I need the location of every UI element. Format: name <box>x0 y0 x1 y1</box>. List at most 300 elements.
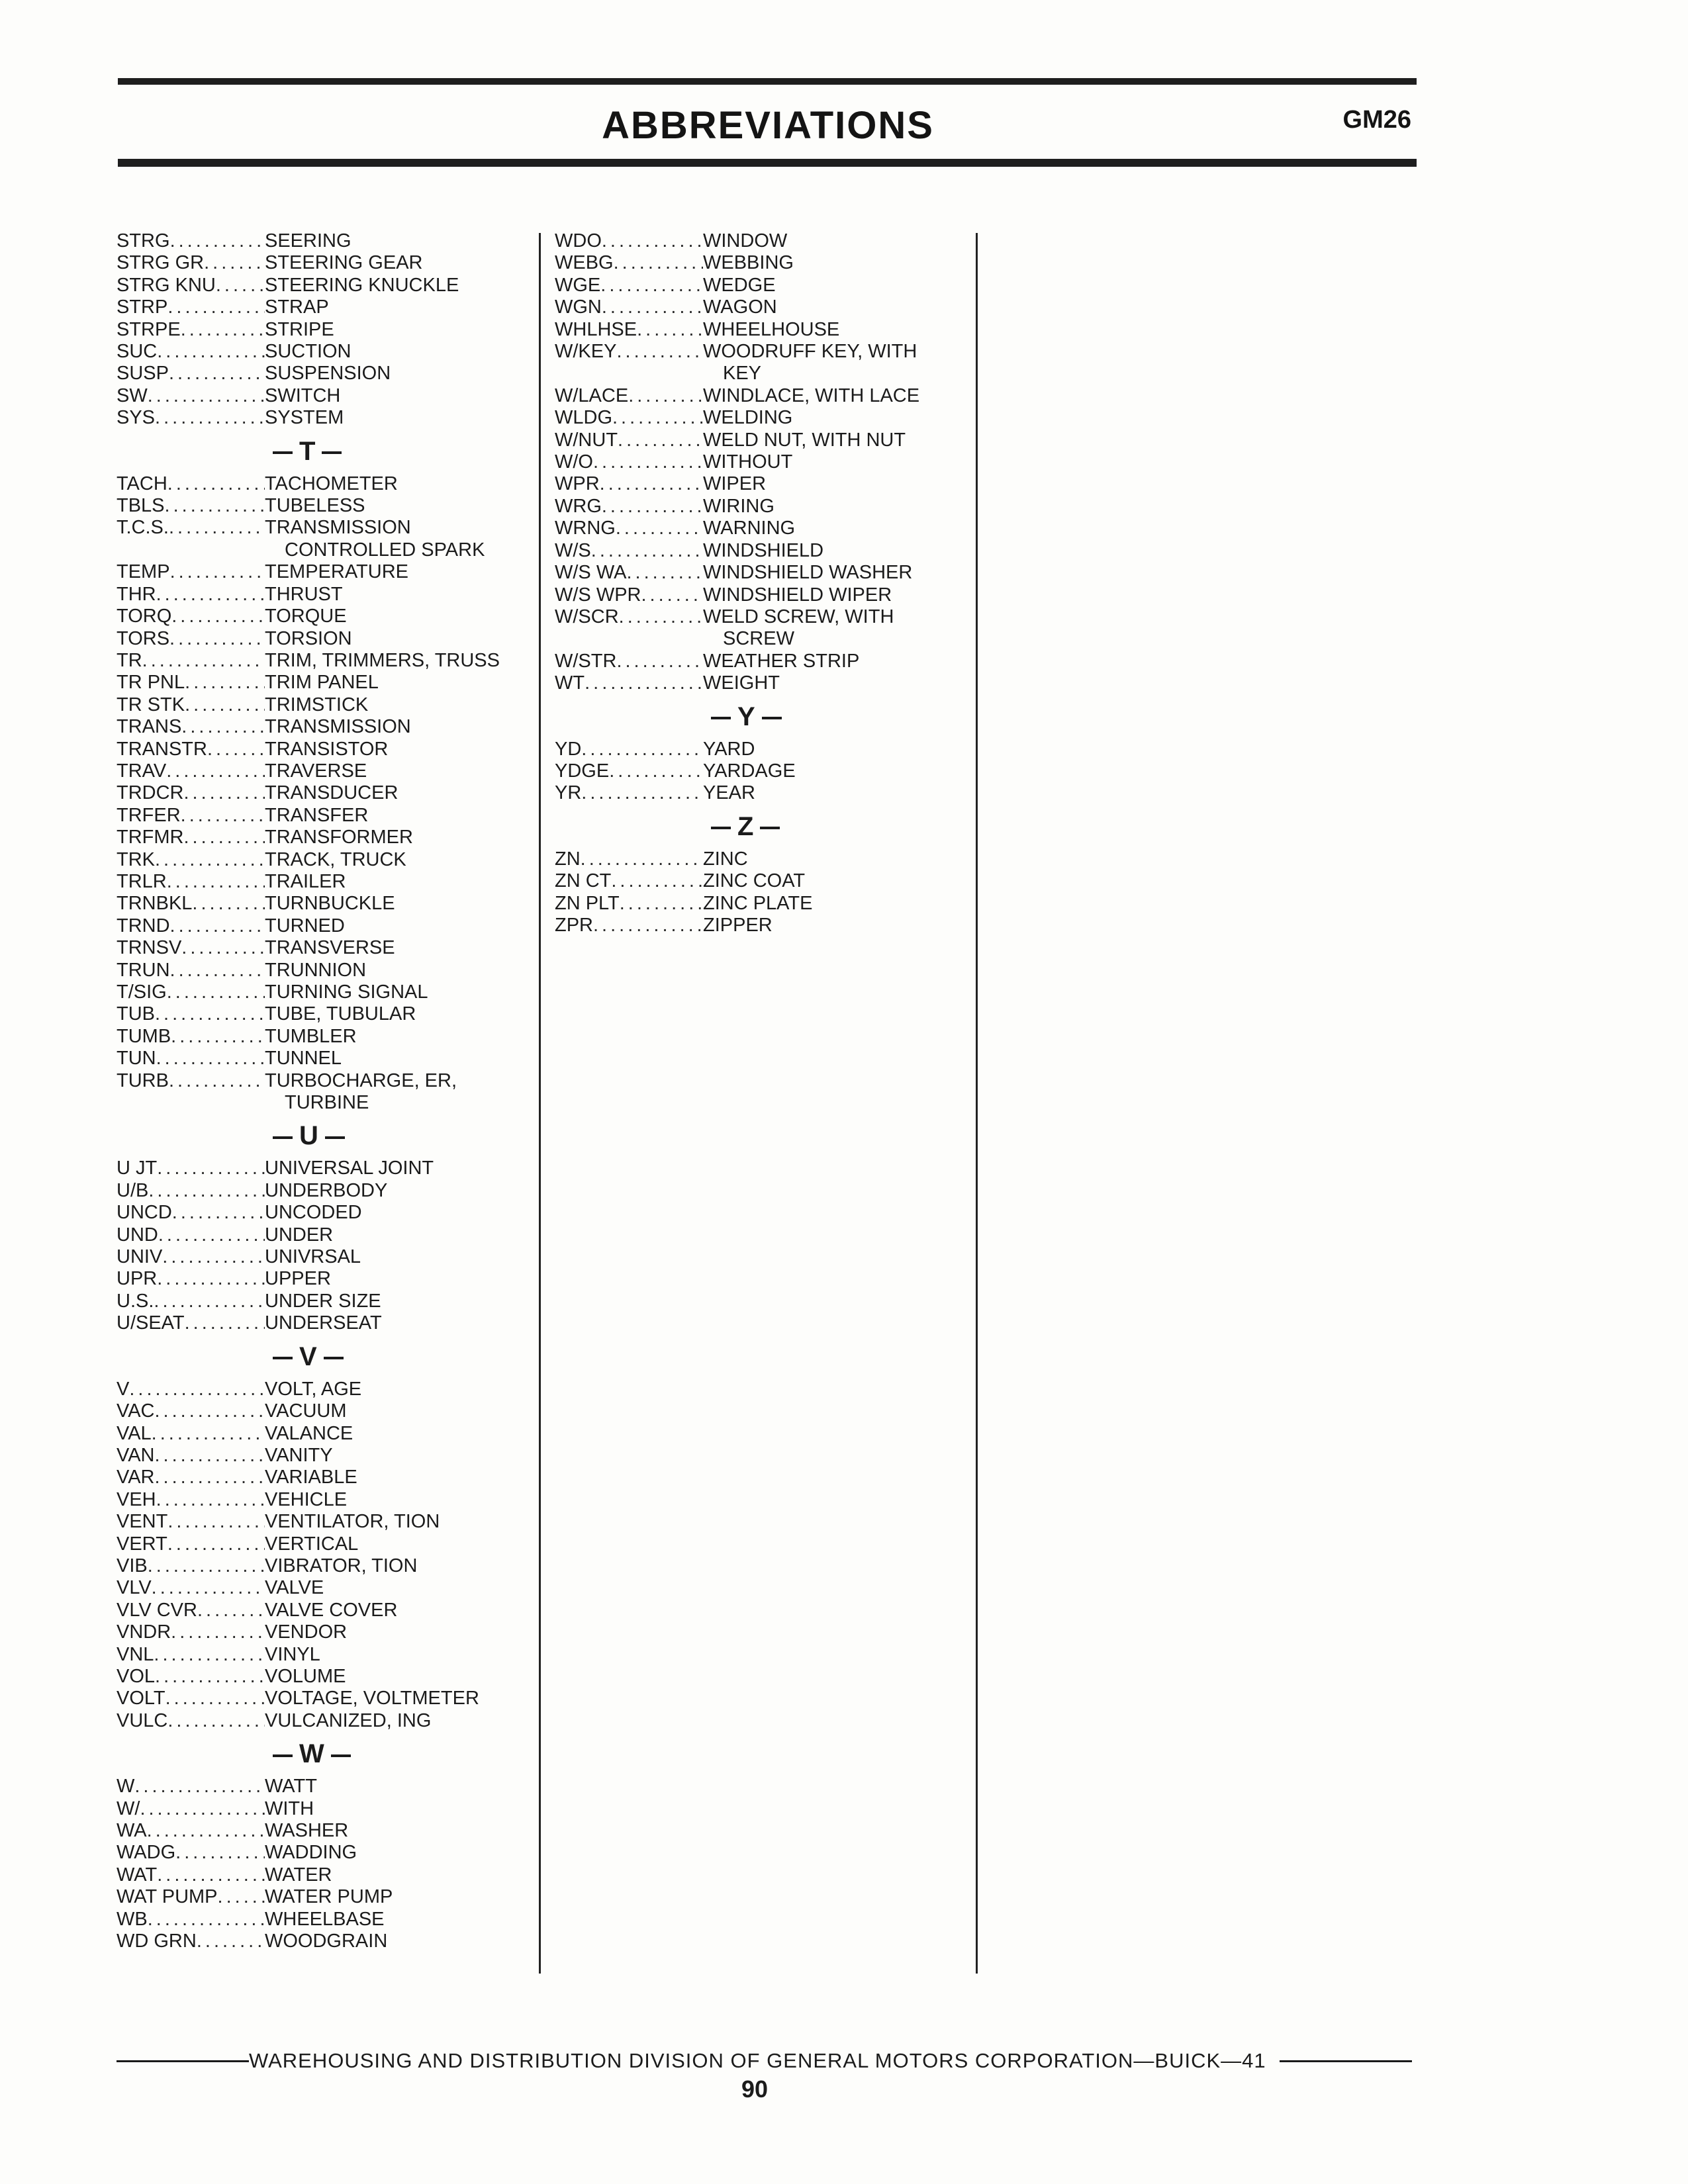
abbreviation-cell <box>117 1842 265 1864</box>
abbreviation-cell <box>555 848 703 870</box>
definition: WHEELHOUSE <box>703 318 840 340</box>
abbreviation-cell <box>117 319 265 341</box>
heading-dash <box>273 1754 293 1757</box>
definition: THRUST <box>265 583 343 605</box>
leader-dots <box>170 561 265 583</box>
abbreviation-cell <box>117 672 265 694</box>
leader-dots <box>167 1511 265 1533</box>
definition: WOODGRAIN <box>265 1931 388 1952</box>
definition: WEIGHT <box>703 672 780 694</box>
abbreviation-cell <box>117 1555 265 1577</box>
definition: TORSION <box>265 627 352 649</box>
definition: WATT <box>265 1776 317 1797</box>
abbreviation-entry <box>117 1202 540 1224</box>
abbreviation: TURB <box>117 1069 169 1091</box>
abbreviation-entry <box>117 1158 540 1179</box>
abbreviation: VAR <box>117 1467 155 1488</box>
abbreviations-column-left <box>117 230 540 1952</box>
definition: TRANSVERSE <box>265 937 395 959</box>
abbreviation-entry <box>117 1423 540 1445</box>
definition: TURNBUCKLE <box>265 893 395 915</box>
abbreviation-cell <box>117 915 265 937</box>
abbreviation: VLV <box>117 1577 152 1599</box>
abbreviation-cell <box>117 1379 265 1400</box>
definition: WIRING <box>703 495 774 517</box>
abbreviation: WD GRN <box>117 1931 197 1952</box>
footer-text: WAREHOUSING AND DISTRIBUTION DIVISION OF GENERAL MOTORS CORPORATION—BUICK—41 <box>249 2049 1266 2072</box>
abbreviation: WAT PUMP <box>117 1886 218 1908</box>
abbreviation-cell <box>117 1224 265 1246</box>
abbreviation-entry <box>117 849 540 871</box>
definition-continuation: TURBINE <box>285 1092 369 1114</box>
abbreviation-cell <box>117 296 265 318</box>
abbreviation-entry <box>117 275 540 296</box>
abbreviation: STRG GR <box>117 252 205 274</box>
abbreviation-entry <box>117 1467 540 1488</box>
letter-heading <box>555 805 965 848</box>
abbreviation-entry <box>117 1070 540 1092</box>
leader-dots <box>167 1710 265 1732</box>
definition: STRIPE <box>265 318 334 340</box>
abbreviation: TRLR <box>117 870 167 892</box>
leader-dots <box>169 517 265 539</box>
abbreviation-entry <box>117 1621 540 1643</box>
abbreviation-entry <box>117 1180 540 1202</box>
abbreviation: W/LACE <box>555 385 629 406</box>
abbreviation-entry <box>555 518 965 539</box>
abbreviation-cell <box>555 230 703 252</box>
definition: UNDER SIZE <box>265 1290 381 1312</box>
heading-dash <box>762 717 782 719</box>
abbreviation: TRANS <box>117 716 182 738</box>
definition-continuation: KEY <box>723 363 762 385</box>
footer-rule-left <box>117 2060 249 2062</box>
definition: TRANSDUCER <box>265 782 399 804</box>
abbreviation-cell <box>555 584 703 606</box>
abbreviation-entry <box>117 1798 540 1820</box>
leader-dots <box>616 651 703 672</box>
abbreviation-cell <box>117 1864 265 1886</box>
abbreviation-entry <box>555 782 965 804</box>
definition: VACUUM <box>265 1400 347 1422</box>
abbreviation-entry <box>555 473 965 495</box>
abbreviation: TRNBKL <box>117 893 193 915</box>
abbreviation: TRK <box>117 848 155 870</box>
abbreviation: STRG <box>117 230 170 251</box>
abbreviation: TRFER <box>117 804 181 826</box>
definition: TRANSMISSION <box>265 517 411 539</box>
abbreviation: TR STK <box>117 694 185 715</box>
abbreviation-cell <box>117 1909 265 1931</box>
abbreviation: VOLT <box>117 1688 165 1709</box>
definition: TRANSFER <box>265 804 369 826</box>
abbreviation-entry <box>117 1688 540 1709</box>
abbreviation: ZN PLT <box>555 892 620 914</box>
leader-dots <box>641 584 704 606</box>
leader-dots <box>183 827 265 848</box>
abbreviation-entry <box>117 871 540 893</box>
abbreviation-cell <box>117 1511 265 1533</box>
heading-dash <box>324 1357 344 1359</box>
abbreviation-cell <box>117 1003 265 1025</box>
leader-dots <box>155 407 265 429</box>
leader-dots <box>216 275 265 296</box>
abbreviation: TUMB <box>117 1025 171 1047</box>
abbreviation-entry <box>117 782 540 804</box>
abbreviation: VNDR <box>117 1621 171 1643</box>
leader-dots <box>207 739 265 760</box>
abbreviation-entry <box>117 1666 540 1688</box>
abbreviation-entry <box>117 1710 540 1732</box>
abbreviation: SYS <box>117 407 156 429</box>
heading-letter: T <box>299 436 316 466</box>
abbreviation: STRG KNU <box>117 274 216 296</box>
letter-heading <box>117 1335 540 1379</box>
abbreviation: TACH <box>117 473 167 494</box>
abbreviation-cell <box>117 1312 265 1334</box>
definition: WHEELBASE <box>265 1908 385 1930</box>
definition: SWITCH <box>265 385 341 406</box>
abbreviation-entry <box>117 561 540 583</box>
definition: TUMBLER <box>265 1025 357 1047</box>
abbreviation-entry <box>117 628 540 650</box>
abbreviation-cell <box>555 915 703 936</box>
abbreviation: YD <box>555 738 582 760</box>
abbreviation: VAL <box>117 1422 152 1444</box>
abbreviation-entry <box>117 1026 540 1048</box>
leader-dots <box>169 1070 265 1092</box>
leader-dots <box>155 1666 265 1688</box>
abbreviation: VEH <box>117 1488 156 1510</box>
definition: STEERING KNUCKLE <box>265 274 459 296</box>
abbreviation: W/KEY <box>555 341 617 363</box>
leader-dots <box>170 960 265 981</box>
abbreviation-group <box>117 1379 540 1733</box>
abbreviation: STRPE <box>117 318 181 340</box>
letter-heading <box>117 430 540 473</box>
abbreviation-entry <box>117 1577 540 1599</box>
abbreviation-cell <box>555 562 703 584</box>
abbreviation: VNL <box>117 1643 154 1665</box>
abbreviation-cell <box>117 1820 265 1842</box>
leader-dots <box>609 760 703 782</box>
leader-dots <box>156 584 265 606</box>
abbreviation-cell <box>117 628 265 650</box>
abbreviation-entry <box>117 1600 540 1621</box>
definition: TACHOMETER <box>265 473 398 494</box>
abbreviation-cell <box>555 473 703 495</box>
abbreviation: TRAV <box>117 760 167 782</box>
abbreviation-cell <box>555 893 703 915</box>
abbreviations-column-right <box>555 230 965 936</box>
abbreviation-cell <box>117 1533 265 1555</box>
abbreviation: YDGE <box>555 760 610 782</box>
abbreviation-group <box>555 848 965 937</box>
definition: VALANCE <box>265 1422 353 1444</box>
abbreviation-cell <box>555 385 703 407</box>
abbreviation: VOL <box>117 1665 156 1687</box>
heading-dash <box>273 1136 293 1139</box>
definition: VIBRATOR, TION <box>265 1555 418 1576</box>
definition: TEMPERATURE <box>265 561 408 583</box>
leader-dots <box>181 319 265 341</box>
definition: STRAP <box>265 296 329 318</box>
definition: TUBE, TUBULAR <box>265 1003 416 1025</box>
abbreviation-cell <box>117 1180 265 1202</box>
abbreviation-entry <box>117 739 540 760</box>
definition: TURNING SIGNAL <box>265 981 428 1003</box>
abbreviation-entry <box>117 296 540 318</box>
abbreviation-cell <box>117 1688 265 1709</box>
abbreviation-entry <box>117 1048 540 1069</box>
abbreviation-cell <box>117 1070 265 1092</box>
abbreviation: VAC <box>117 1400 155 1422</box>
leader-dots <box>185 1312 265 1334</box>
abbreviation-entry <box>117 827 540 848</box>
leader-dots <box>166 760 265 782</box>
leader-dots <box>169 363 265 385</box>
abbreviation: W/STR <box>555 650 617 672</box>
definition: UPPER <box>265 1268 331 1290</box>
abbreviation-entry <box>555 275 965 296</box>
leader-dots <box>581 739 703 760</box>
abbreviation-entry <box>555 606 965 628</box>
leader-dots <box>154 1467 265 1488</box>
definition: ZINC COAT <box>703 870 806 892</box>
abbreviation: W/ <box>117 1797 140 1819</box>
definition: VOLUME <box>265 1665 346 1687</box>
definition: YARDAGE <box>703 760 796 782</box>
abbreviation: WAT <box>117 1864 158 1886</box>
leader-dots <box>171 1621 265 1643</box>
abbreviation-entry <box>117 1909 540 1931</box>
abbreviation-cell <box>117 716 265 738</box>
leader-dots <box>581 848 703 870</box>
abbreviation-cell <box>555 651 703 672</box>
document-code: GM26 <box>1342 106 1411 134</box>
abbreviation-cell <box>117 1445 265 1467</box>
leader-dots <box>593 451 703 473</box>
abbreviation-cell <box>555 319 703 341</box>
leader-dots <box>134 1776 265 1797</box>
definition: WAGON <box>703 296 777 318</box>
abbreviation: VIB <box>117 1555 148 1576</box>
definition-continuation: CONTROLLED SPARK <box>285 539 485 561</box>
abbreviation: WEBG <box>555 252 614 274</box>
abbreviation-cell <box>117 1798 265 1820</box>
abbreviation: TEMP <box>117 561 170 583</box>
leader-dots <box>140 1798 265 1820</box>
definition: VOLTAGE, VOLTMETER <box>265 1688 479 1709</box>
abbreviation-entry <box>555 584 965 606</box>
definition: ZIPPER <box>703 914 773 936</box>
heading-letter: U <box>299 1121 318 1151</box>
abbreviation: T/SIG <box>117 981 167 1003</box>
definition: WINDSHIELD WASHER <box>703 562 913 584</box>
abbreviation: TRFMR <box>117 827 184 848</box>
leader-dots <box>591 540 703 562</box>
heading-dash <box>322 451 342 454</box>
abbreviation-cell <box>117 650 265 672</box>
abbreviation-entry <box>117 495 540 517</box>
abbreviation-entry <box>555 451 965 473</box>
abbreviation-entry <box>117 937 540 959</box>
abbreviation-cell <box>117 937 265 959</box>
abbreviation: SUC <box>117 341 158 363</box>
abbreviation: U.S. <box>117 1290 154 1312</box>
definition: WATER PUMP <box>265 1886 393 1908</box>
abbreviation: VLV CVR <box>117 1599 197 1621</box>
definition: WASHER <box>265 1820 349 1841</box>
leader-dots <box>167 473 265 495</box>
abbreviation: SW <box>117 385 148 406</box>
leader-dots <box>167 981 265 1003</box>
abbreviation: UNIV <box>117 1246 163 1268</box>
abbreviation-cell <box>117 385 265 407</box>
abbreviation-cell <box>117 1400 265 1422</box>
abbreviation-entry <box>555 407 965 429</box>
definition: WITHOUT <box>703 451 793 473</box>
abbreviation: T.C.S. <box>117 517 169 539</box>
leader-dots <box>167 296 265 318</box>
leader-dots <box>154 1291 265 1312</box>
abbreviation-cell <box>555 407 703 429</box>
leader-dots <box>611 870 703 892</box>
abbreviation: W/S <box>555 539 591 561</box>
leader-dots <box>169 628 265 650</box>
abbreviation-cell <box>555 672 703 694</box>
leader-dots <box>581 782 703 804</box>
abbreviation-cell <box>117 1644 265 1666</box>
leader-dots <box>155 849 265 871</box>
abbreviation-cell <box>117 1246 265 1268</box>
leader-dots <box>148 1555 265 1577</box>
definition: WARNING <box>703 518 796 539</box>
leader-dots <box>197 1600 265 1621</box>
leader-dots <box>185 694 265 716</box>
leader-dots <box>165 495 265 517</box>
abbreviation-entry <box>555 651 965 672</box>
abbreviation: WPR <box>555 473 600 495</box>
abbreviation-cell <box>117 1600 265 1621</box>
leader-dots <box>154 1644 265 1666</box>
abbreviation-entry <box>117 407 540 429</box>
leader-dots <box>171 1026 265 1048</box>
abbreviation-entry <box>117 960 540 981</box>
footer-rule-right <box>1280 2060 1412 2062</box>
definition: WIPER <box>703 473 767 495</box>
heading-letter: Y <box>737 702 755 731</box>
abbreviation-cell <box>117 584 265 606</box>
abbreviation-entry <box>117 1776 540 1797</box>
abbreviation: WGN <box>555 296 602 318</box>
definition: UNCODED <box>265 1202 362 1224</box>
abbreviation: W <box>117 1776 135 1797</box>
abbreviation-cell <box>555 296 703 318</box>
definition: VARIABLE <box>265 1467 357 1488</box>
abbreviation-entry <box>555 252 965 274</box>
abbreviation-cell <box>117 1710 265 1732</box>
abbreviation: SUSP <box>117 363 169 385</box>
abbreviation: W/S WPR <box>555 584 641 606</box>
abbreviation: TRND <box>117 915 170 936</box>
abbreviation-cell <box>117 981 265 1003</box>
abbreviation-cell <box>117 1202 265 1224</box>
abbreviation: THR <box>117 583 156 605</box>
abbreviation-cell <box>117 517 265 539</box>
abbreviation-cell <box>117 1467 265 1488</box>
leader-dots <box>618 430 703 451</box>
definition: VERTICAL <box>265 1533 359 1555</box>
leader-dots <box>148 1180 265 1202</box>
abbreviation-cell <box>117 1621 265 1643</box>
leader-dots <box>172 1202 265 1224</box>
leader-dots <box>218 1886 265 1908</box>
abbreviation-cell <box>117 495 265 517</box>
leader-dots <box>602 296 703 318</box>
abbreviation: YR <box>555 782 582 804</box>
definition: VULCANIZED, ING <box>265 1709 432 1731</box>
definition: UNDERBODY <box>265 1179 388 1201</box>
definition: VANITY <box>265 1444 333 1466</box>
abbreviation-entry <box>117 1224 540 1246</box>
abbreviation: VULC <box>117 1709 168 1731</box>
abbreviation-cell <box>117 827 265 848</box>
heading-dash <box>711 717 731 719</box>
abbreviation-cell <box>117 230 265 252</box>
heading-dash <box>331 1754 351 1757</box>
abbreviation-entry <box>117 760 540 782</box>
abbreviation-cell <box>117 473 265 495</box>
page-title: ABBREVIATIONS <box>602 104 934 147</box>
abbreviation-cell <box>555 606 703 628</box>
abbreviation-cell <box>555 518 703 539</box>
abbreviation: WLDG <box>555 407 612 429</box>
leader-dots <box>619 606 703 628</box>
leader-dots <box>181 805 265 827</box>
leader-dots <box>158 1224 265 1246</box>
abbreviation-entry <box>117 1291 540 1312</box>
abbreviation-entry <box>555 540 965 562</box>
leader-dots <box>175 1842 265 1864</box>
abbreviation: STRP <box>117 296 168 318</box>
definition: TRIM PANEL <box>265 672 379 694</box>
abbreviation: TRDCR <box>117 782 184 804</box>
leader-dots <box>162 1246 265 1268</box>
definition: WELD NUT, WITH NUT <box>703 429 906 451</box>
abbreviation-group <box>555 739 965 805</box>
heading-dash <box>325 1136 345 1139</box>
abbreviation-entry <box>117 805 540 827</box>
leader-dots <box>154 1445 265 1467</box>
definition: TUBELESS <box>265 495 365 517</box>
abbreviation-cell <box>555 496 703 518</box>
leader-dots <box>156 1048 265 1069</box>
definition: TURBOCHARGE, ER, <box>265 1069 457 1091</box>
definition: WEDGE <box>703 274 776 296</box>
definition: WEATHER STRIP <box>703 650 860 672</box>
definition: TRANSMISSION <box>265 716 411 738</box>
leader-dots <box>637 319 703 341</box>
abbreviation-entry <box>117 584 540 606</box>
abbreviation-cell <box>117 805 265 827</box>
abbreviation-entry <box>555 430 965 451</box>
abbreviation: VAN <box>117 1444 155 1466</box>
page-number: 90 <box>741 2075 769 2103</box>
abbreviation-cell <box>117 606 265 627</box>
abbreviation-entry <box>117 1533 540 1555</box>
abbreviation-cell <box>117 1291 265 1312</box>
